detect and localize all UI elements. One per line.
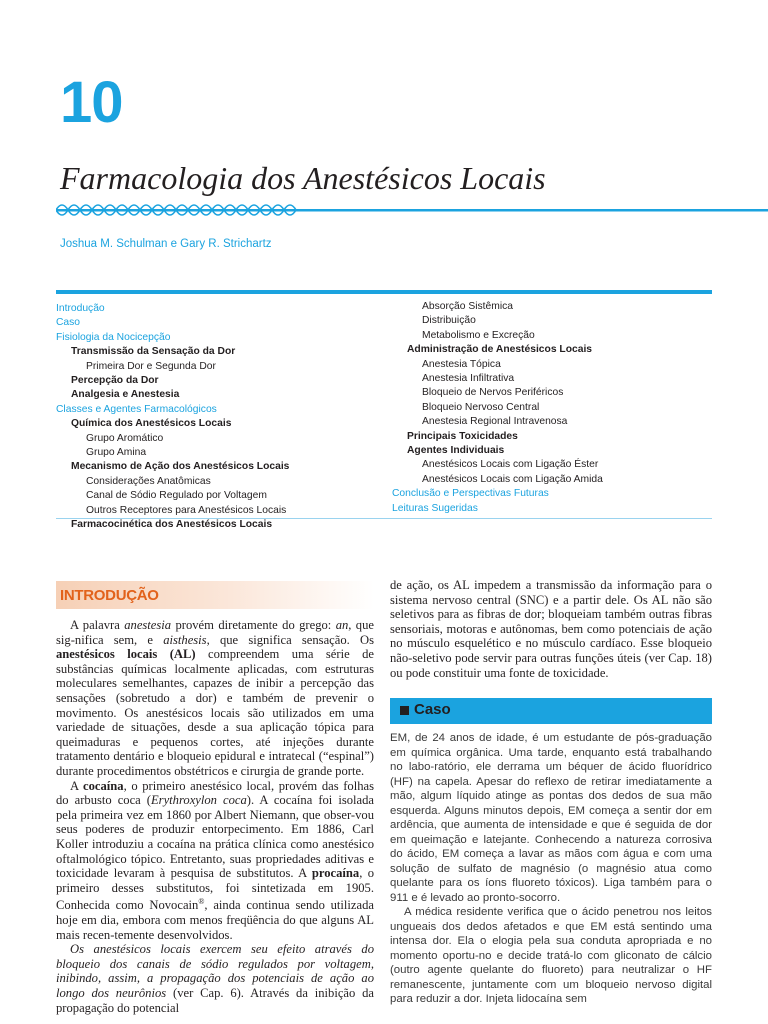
intro-paragraph-4: de ação, os AL impedem a transmissão da informação para o sistema nervoso central (SNC) e a partir dele. Os AL não são seletivos para as fibras de dor; bloqueiam também outras fibras sensoriais, motoras e autônomas, bem como potenciais de ação no músculo esquelético e no músculo cardíaco. Esse bloqueio não-seletivo pode servir para outras funções úteis (ver Cap. 18) ou pode constituir uma fonte de toxicidade. — [390, 578, 712, 680]
square-bullet-icon — [400, 706, 409, 715]
toc-entry: Distribuição — [422, 315, 476, 327]
authors-line: Joshua M. Schulman e Gary R. Strichartz — [60, 238, 272, 250]
toc-entry: Anestésicos Locais com Ligação Éster — [422, 459, 599, 471]
toc-left-column — [56, 302, 289, 533]
toc-entry: Considerações Anatômicas — [86, 475, 211, 487]
case-paragraph-2: A médica residente verifica que o ácido penetrou nos leitos ungueais dos dedos afetados e que EM está sentindo uma intensa dor. Ela o elogia pela sua conduta apropriada e no momento oportu-no e decide tratá-lo com gliconato de cálcio (outro agente quelante do fluoreto) para neutralizar o HF remanescente, juntamente com um bloqueio nervoso digital para reduzir a dor. Injeta lidocaína sem — [390, 906, 712, 1005]
toc-right-column — [392, 300, 603, 516]
toc-entry: Anestésicos Locais com Ligação Amida — [422, 473, 603, 485]
toc-entry[interactable]: Conclusão e Perspectivas Futuras — [392, 488, 549, 500]
intro-column-right — [390, 578, 712, 680]
toc-entry: Agentes Individuais — [407, 445, 505, 457]
toc-entry[interactable]: Introdução — [56, 303, 105, 314]
intro-paragraph-1: A palavra anestesia provém diretamente do grego: an, que sig-nifica sem, e aisthesis, que significa sensação. Os anestésicos locais (AL) compreendem uma série de substâncias químicas localmente aplicadas, com estruturas moleculares semelhantes, capazes de inibir a percepção das sensações (sobretudo a dor) e também de prevenir o movimento. Os anestésicos locais são utilizados em uma variedade de situações, desde a sua aplicação tópica para queimaduras e pequenos cortes, até injeções durante tratamento dentário e bloqueio epidural e intratecal (“espinal”) durante procedimentos obstétricos e cirurgia de grande porte. — [56, 618, 374, 778]
toc-entry: Anestesia Infiltrativa — [422, 373, 515, 385]
toc-entry: Bloqueio de Nervos Periféricos — [422, 387, 564, 399]
case-heading-bar — [390, 698, 712, 724]
toc-entry: Principais Toxicidades — [407, 430, 518, 442]
toc-entry[interactable]: Fisiologia da Nocicepção — [56, 331, 171, 343]
case-text — [390, 731, 712, 1007]
toc-entry: Grupo Amina — [86, 447, 147, 459]
toc-entry: Percepção da Dor — [71, 375, 159, 387]
toc-entry: Absorção Sistêmica — [422, 301, 513, 312]
toc-entry: Primeira Dor e Segunda Dor — [86, 360, 216, 372]
toc-entry[interactable]: Caso — [56, 317, 81, 329]
toc-entry: Transmissão da Sensação da Dor — [71, 346, 236, 358]
toc-entry: Analgesia e Anestesia — [71, 389, 180, 401]
intro-paragraph-2: A cocaína, o primeiro anestésico local, provém das folhas do arbusto coca (Erythroxylon coca). A cocaína foi isolada pela primeira vez em 1860 por Albert Niemann, que obser-vou seus poderes de produzir entorpecimento. Em 1886, Carl Koller introduziu a cocaína na prática clínica como anestésico oftalmológico tópico. Entretanto, suas propriedades aditivas e toxicidade levaram à pesquisa de substitutos. A procaína, o primeiro desses substitutos, foi sintetizada em 1905. Conhecida como Novocain®, ainda continua sendo utilizada hoje em dia, embora com menos freqüência do que alguns AL mais recen-temente desenvolvidos. — [56, 778, 375, 942]
case-heading: Caso — [414, 701, 451, 718]
section-heading-bar — [56, 581, 374, 609]
toc-top-rule — [56, 290, 712, 294]
toc-entry[interactable]: Leituras Sugeridas — [392, 502, 478, 514]
chapter-number: 10 — [60, 70, 123, 135]
toc-entry: Anestesia Tópica — [422, 358, 501, 370]
toc-entry: Anestesia Regional Intravenosa — [422, 416, 568, 428]
intro-column-left — [56, 618, 374, 1015]
toc-entry[interactable]: Classes e Agentes Farmacológicos — [56, 403, 217, 415]
intro-paragraph-3: Os anestésicos locais exercem seu efeito através do bloqueio dos canais de sódio regulados por voltagem, inibindo, assim, a propagação dos potenciais de ação ao longo dos neurônios (ver Cap. 6). Através da inibição da propagação do potencial — [56, 942, 375, 1015]
toc-entry: Grupo Aromático — [86, 432, 164, 444]
toc-entry: Mecanismo de Ação dos Anestésicos Locais — [71, 461, 290, 473]
toc-entry: Farmacocinética dos Anestésicos Locais — [71, 519, 273, 531]
chapter-title: Farmacologia dos Anestésicos Locais — [60, 160, 546, 196]
toc-entry: Administração de Anestésicos Locais — [407, 344, 593, 356]
toc-bottom-rule — [56, 518, 712, 519]
toc-entry: Química dos Anestésicos Locais — [71, 418, 232, 430]
toc-entry: Bloqueio Nervoso Central — [422, 401, 540, 413]
case-paragraph-1: EM, de 24 anos de idade, é um estudante de pós-graduação em química orgânica. Uma tarde, enquanto está trabalhando no labo-ratório, ele derrama um béquer de ácido fluorídrico (HF) na capela. Apesar do reflexo de retirar imediatamente a mão, algum líquido atinge as pontas dos dedos de sua mão esquerda. Alguns minutos depois, EM começa a sentir dor em ardência, que aumenta de intensidade e que é seguida de dor em queimação e latejante. Conhecendo a natureza corrosiva do ácido, EM começa a lavar as mãos com água e com uma solução de sulfato de magnésio (o magnésio atua como quelante para os íons fluoreto tóxicos). Liga também para o 911 e é levado ao pronto-socorro. — [390, 732, 712, 904]
decorative-wave-rule — [56, 202, 768, 218]
section-heading-introducao: INTRODUÇÃO — [60, 587, 159, 604]
toc-entry: Canal de Sódio Regulado por Voltagem — [86, 490, 267, 502]
toc-entry: Metabolismo e Excreção — [422, 329, 535, 341]
toc-entry: Outros Receptores para Anestésicos Locais — [86, 504, 287, 516]
